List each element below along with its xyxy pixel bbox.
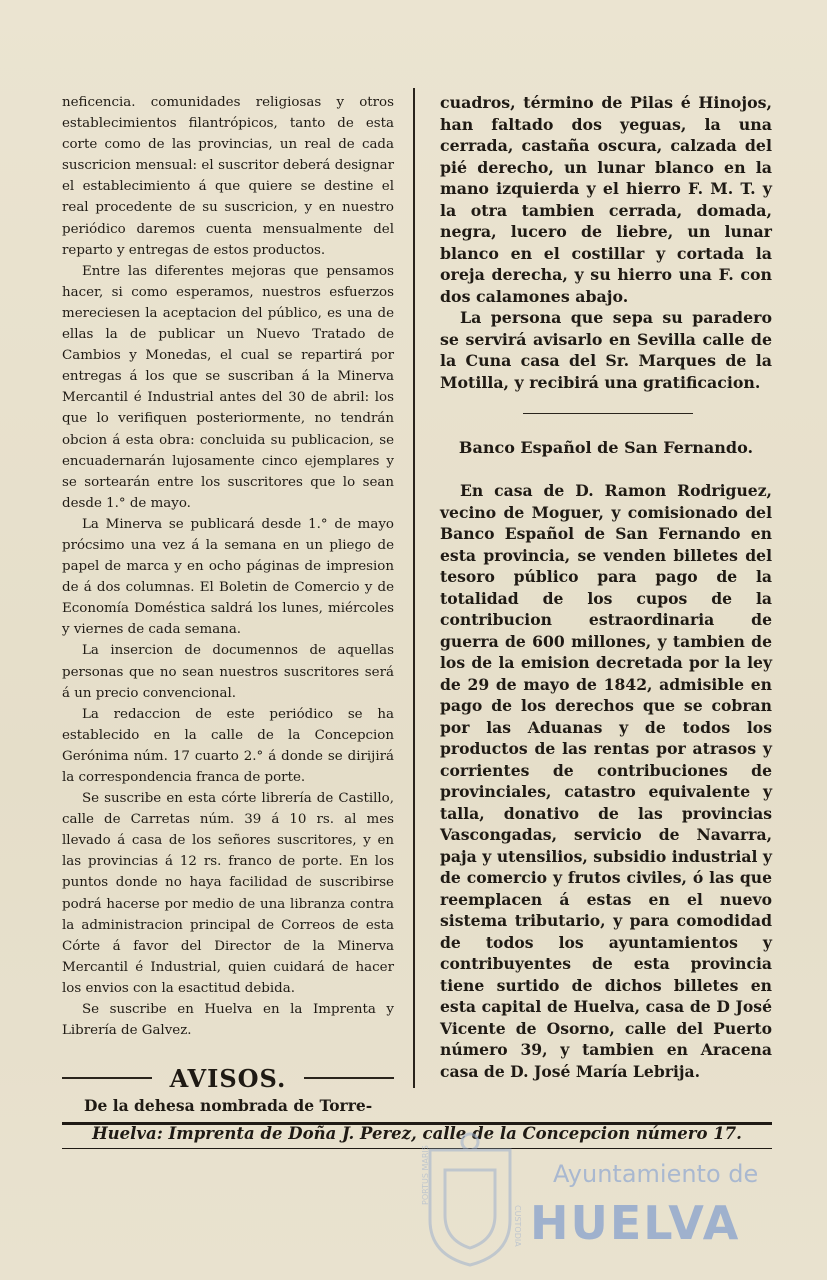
- avisos-subheading: De la dehesa nombrada de Torre-: [84, 1096, 373, 1115]
- paragraph-suscripcion: Se suscribe en esta córte librería de Castillo, calle de Carretas núm. 39 á 10 rs. al mes llevado á casa de los señores suscritores, y en las provincias á 12 rs. franco de porte. En los puntos donde no haya facilidad de suscribirse podrá hacerse por medio de una libranza contra la administracion principal de Correos de esta Córte á favor del Director de la Minerva Mercantil é Industrial, quien cuidará de hacer los envios con la esactitud debida.: [62, 791, 394, 996]
- banco-body-column: [440, 480, 772, 1082]
- paragraph-huelva-suscripcion: Se suscribe en Huelva en la Imprenta y Librería de Galvez.: [62, 1002, 394, 1039]
- watermark-line1: Ayuntamiento de: [553, 1160, 759, 1188]
- paragraph-beneficencia: neficencia. comunidades religiosas y otros establecimientos filantrópicos, tanto de esta corte como de las provincias, un real de cada suscricion mensual: el suscritor deberá designar el establecimiento á que quiere se destine el real procedente de su suscricion, y en nuestro periódico daremos cuenta mensualmente del reparto y entregas de estos productos.: [62, 95, 394, 258]
- footer-imprint: Huelva: Imprenta de Doña J. Perez, calle de la Concepcion número 17.: [92, 1124, 742, 1143]
- paragraph-publicacion: La Minerva se publicará desde 1.° de mayo prócsimo una vez á la semana en un pliego de papel de marca y en ocho páginas de impresion de á dos columnas. El Boletin de Comercio y de Economía Doméstica saldrá los lunes, miércoles y viernes de cada semana.: [62, 516, 394, 638]
- avisos-rule-right: [304, 1077, 394, 1079]
- left-column: [62, 92, 394, 1041]
- paragraph-insercion: La insercion de documennos de aquellas personas que no sean nuestros suscritores será á un precio convencional.: [62, 643, 394, 701]
- paragraph-mejoras: Entre las diferentes mejoras que pensamos hacer, si como esperamos, nuestros esfuerzos mereciesen la aceptacion del público, es una de ellas la de publicar un Nuevo Tratado de Cambios y Monedas, el cual se repartirá por entregas á los que se suscriban á la Minerva Mercantil é Industrial antes del 30 de abril: los que lo verifiquen posteriormente, no tendrán obcion á esta obra: concluida su publicacion, se encuadernarán lujosamente cinco ejemplares y se sortearán entre los suscritores que lo sean desde 1.° de mayo.: [62, 263, 394, 511]
- paragraph-gratificacion: La persona que sepa su paradero se servirá avisarlo en Sevilla calle de la Cuna casa del Sr. Marques de la Motilla, y recibirá una gratificacion.: [440, 308, 772, 392]
- seal-text-left: PORTUS MARIS: [421, 1145, 430, 1205]
- seal-text-right: CUSTODIA: [513, 1205, 522, 1247]
- column-divider: [413, 88, 415, 1088]
- section-rule: [523, 413, 693, 414]
- paragraph-yeguas: cuadros, término de Pilas é Hinojos, han faltado dos yeguas, la una cerrada, castaña oscura, calzada del pié derecho, un lunar blanco en la mano izquierda y el hierro F. M. T. y la otra tambien cerrada, domada, negra, lucero de liebre, un lunar blanco en el costillar y cortada la oreja derecha, y su hierro una F. con dos calamones abajo.: [440, 93, 772, 306]
- watermark-line2: HUELVA: [530, 1196, 741, 1250]
- right-column: [440, 92, 772, 393]
- paragraph-banco: En casa de D. Ramon Rodriguez, vecino de Moguer, y comisionado del Banco Español de San Fernando en esta provincia, se venden billetes del tesoro público para pago de la totalidad de los cupos de la contribucion estraordinaria de guerra de 600 millones, y tambien de los de la emision decretada por la ley de 29 de mayo de 1842, admisible en pago de los derechos que se cobran por las Aduanas y de todos los productos de las rentas por atrasos y corrientes de contribuciones de provinciales, catastro equivalente y talla, donativo de las provincias Vascongadas, servicio de Navarra, paja y utensilios, subsidio industrial y de comercio y frutos civiles, ó las que reemplacen á estas en el nuevo sistema tributario, y para comodidad de todos los ayuntamientos y contribuyentes de esta provincia tiene surtido de dichos billetes en esta capital de Huelva, casa de D José Vicente de Osorno, calle del Puerto número 39, y tambien en Aracena casa de D. José María Lebrija.: [440, 481, 772, 1081]
- avisos-heading: AVISOS.: [169, 1064, 287, 1093]
- banco-title: Banco Español de San Fernando.: [458, 438, 754, 457]
- paragraph-redaccion: La redaccion de este periódico se ha establecido en la calle de la Concepcion Gerónima núm. 17 cuarto 2.° á donde se dirijirá la correspondencia franca de porte.: [62, 706, 394, 785]
